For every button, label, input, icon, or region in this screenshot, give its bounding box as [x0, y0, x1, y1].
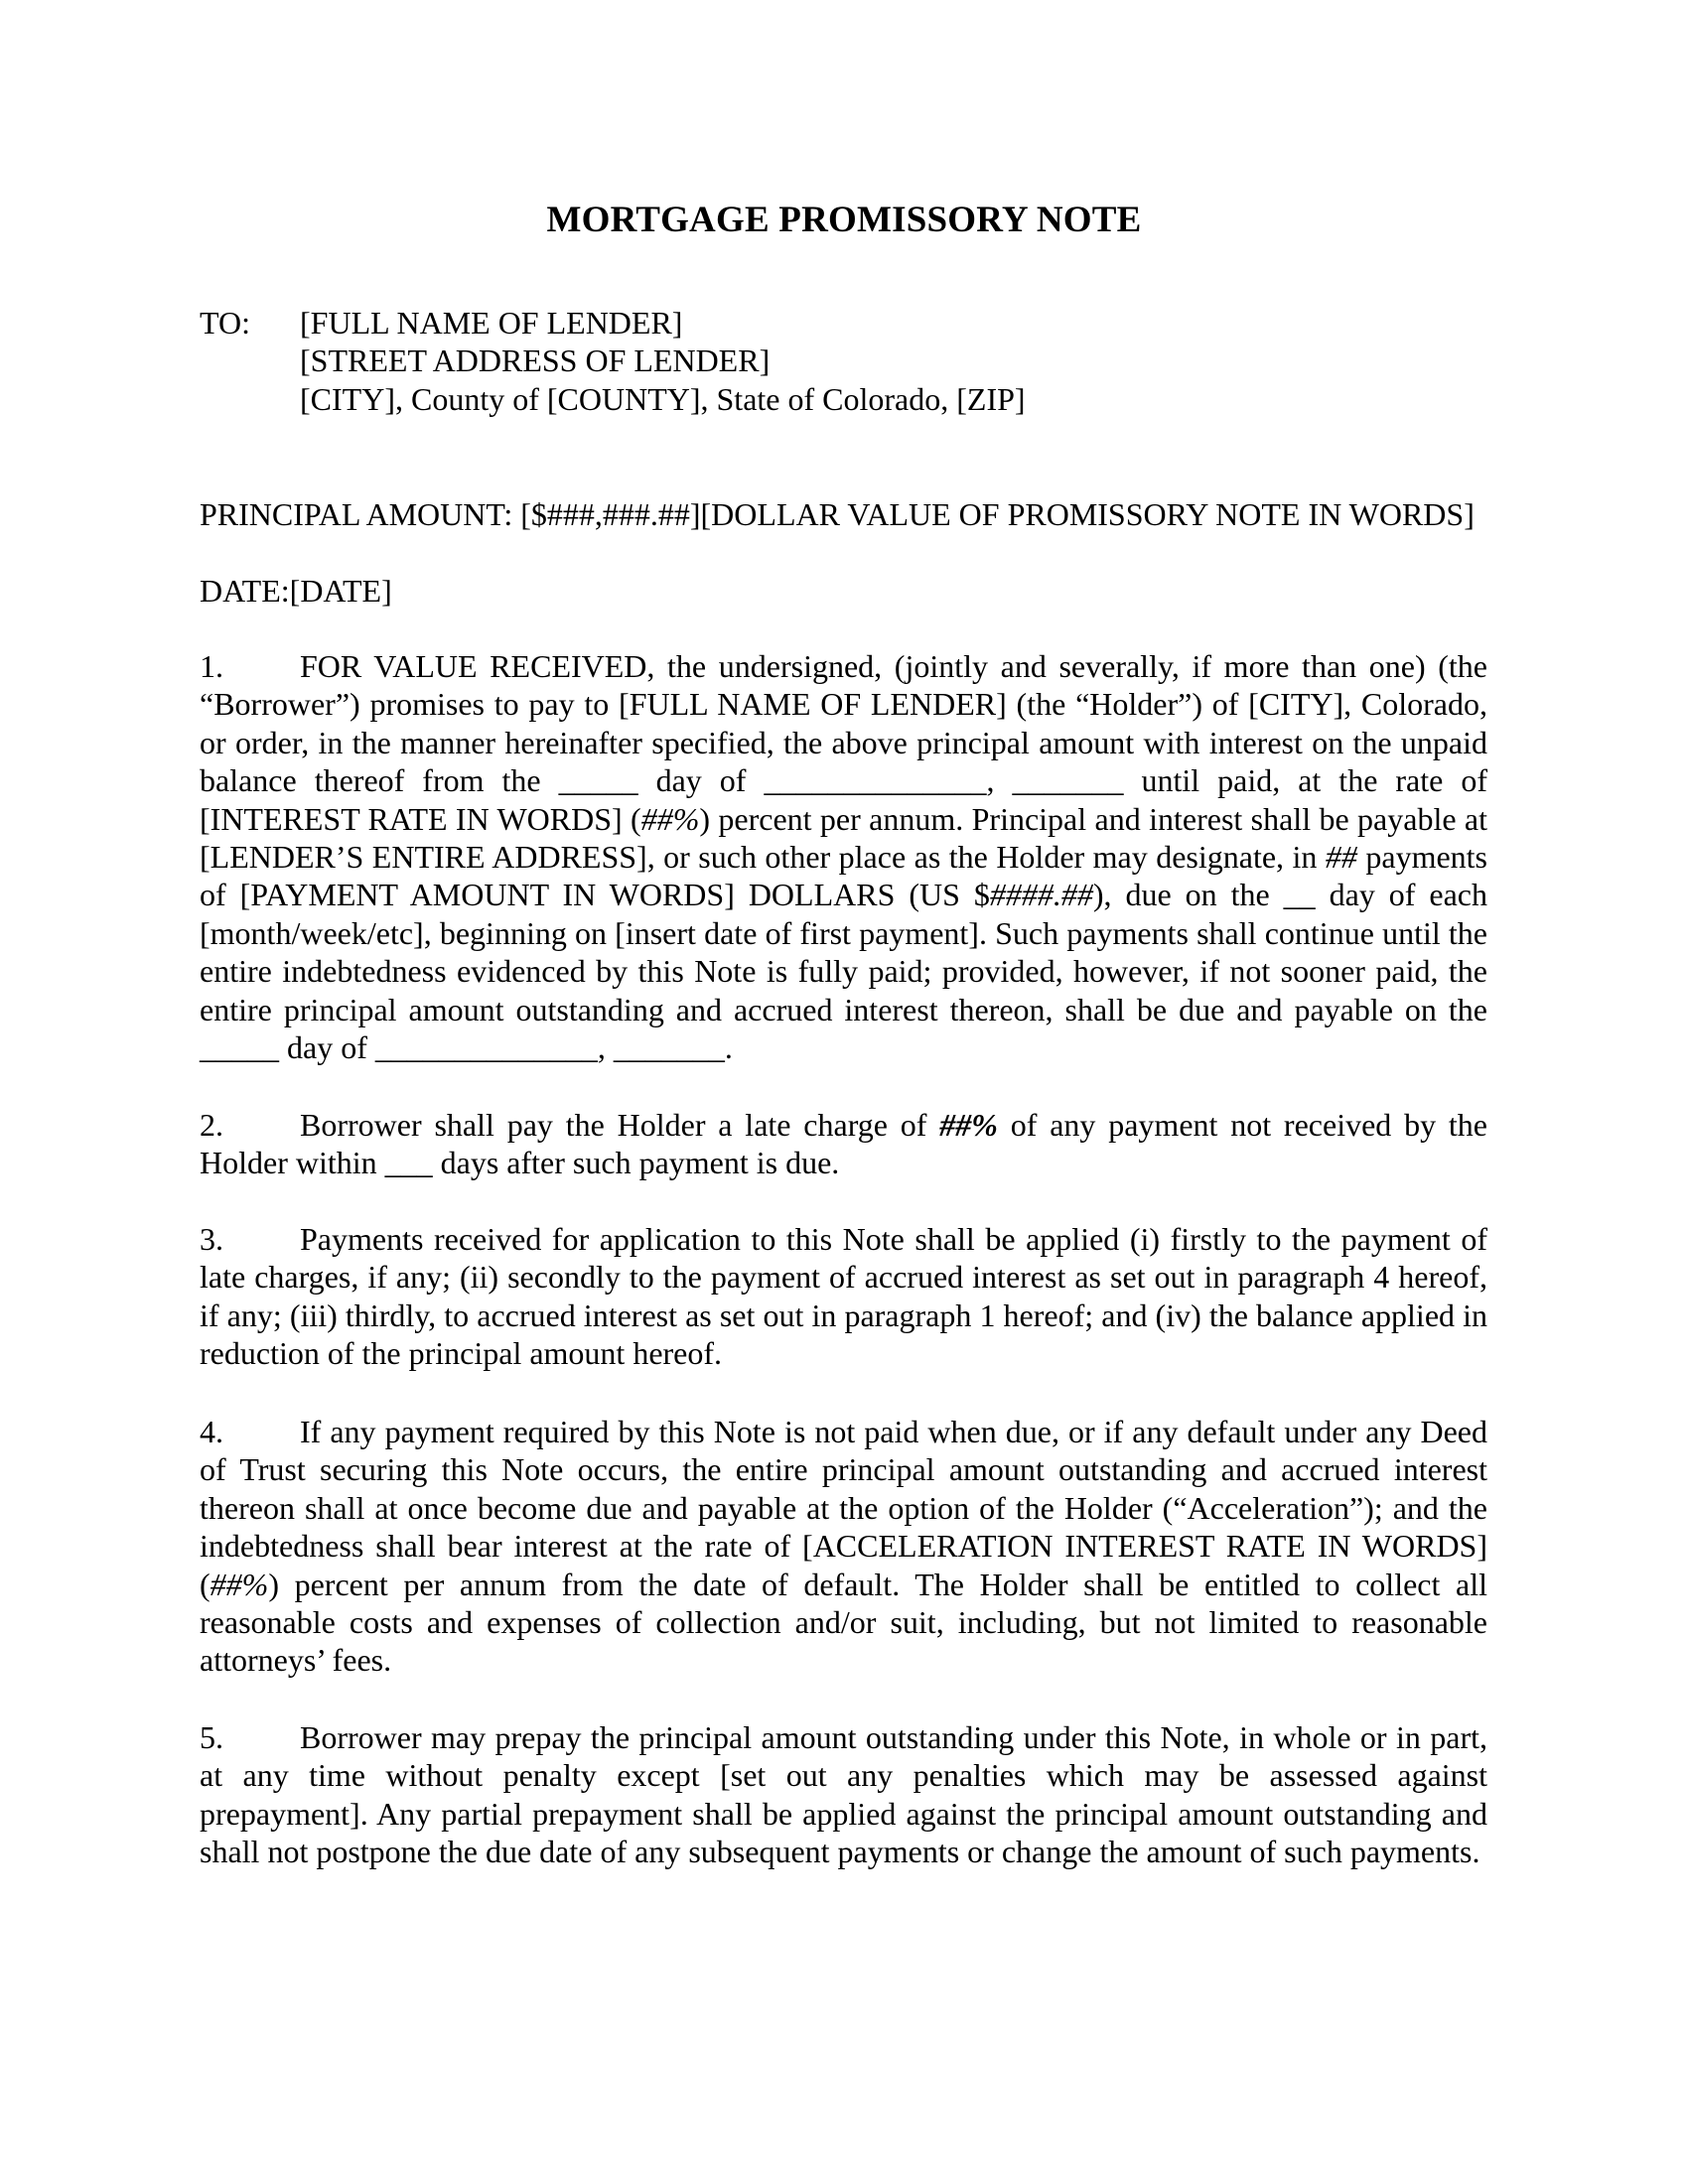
lender-city-line: [CITY], County of [COUNTY], State of Colorado, [ZIP]: [300, 380, 1026, 417]
principal-amount-value: [$###,###.##][DOLLAR VALUE OF PROMISSORY NOTE IN WORDS]: [520, 496, 1475, 532]
placeholder-field: ##%: [939, 1107, 998, 1143]
paragraph-3: [200, 1220, 1487, 1373]
paragraph-text: ) percent per annum. Principal and interest shall be payable at [LENDER’S ENTIRE ADDRESS], or such other place as the Holder may designate, in: [200, 800, 1488, 876]
paragraph-number: 3.: [200, 1221, 223, 1257]
lender-name-line: [FULL NAME OF LENDER]: [300, 305, 683, 341]
addressee-block: [200, 304, 1487, 423]
paragraph-text: Borrower may prepay the principal amount outstanding under this Note, in whole or in part, at any time without penalty except [set out any penalties which may be assessed against prepayment]. Any partial prepayment shall be applied against the principal amount outstanding and shall not postpone the due date of any subsequent payments or change the amount of such payments.: [200, 1719, 1487, 1870]
paragraph-text: Borrower shall pay the Holder a late charge of: [300, 1107, 940, 1143]
to-label: TO:: [200, 305, 250, 341]
document-title: MORTGAGE PROMISSORY NOTE: [546, 200, 1142, 240]
paragraph-text: ), due on the __ day of each [month/week/etc], beginning on [insert date of first payment]. Such payments shall continue until the entire indebtedness evidenced by this Note is fully paid; provided, however, if not sooner paid, the entire principal amount outstanding and accrued interest thereon, shall be due and payable on the _____ day of ______________, _______.: [200, 877, 1488, 1066]
paragraph-text: ) percent per annum from the date of default. The Holder shall be entitled to collect all reasonable costs and expenses of collection and/or suit, including, but not limited to reasonable attorneys’ fees.: [200, 1566, 1487, 1679]
paragraph-text: If any payment required by this Note is not paid when due, or if any default under any Deed of Trust securing this Note occurs, the entire principal amount outstanding and accrued interest thereon shall at once become due and payable at the option of the Holder (“Acceleration”); and the indebtedness shall bear interest at the rate of [ACCELERATION INTEREST RATE IN WORDS] (: [200, 1414, 1487, 1602]
paragraph-number: 4.: [200, 1414, 223, 1449]
paragraph-1: [200, 647, 1487, 1066]
paragraph-text: FOR VALUE RECEIVED, the undersigned, (jointly and severally, if more than one) (the “Borrower”) promises to pay to [FULL NAME OF LENDER] (the “Holder”) of [CITY], Colorado, or order, in the manner hereinafter specified, the above principal amount with interest on the unpaid balance thereof from the _____ day of ______________, _______ until paid, at the rate of [INTEREST RATE IN WORDS] (: [200, 648, 1487, 837]
paragraph-text: payments of [PAYMENT AMOUNT IN WORDS] DOLLARS (US $: [200, 839, 1488, 913]
date-label: DATE:: [200, 573, 290, 609]
principal-amount-line: [200, 495, 1487, 533]
paragraph-text: of any payment not received by the Holder within ___ days after such payment is due.: [200, 1107, 1487, 1181]
paragraph-number: 2.: [200, 1107, 223, 1143]
placeholder-field: ####.##: [989, 877, 1093, 913]
paragraph-4: [200, 1413, 1487, 1680]
paragraph-number: 1.: [200, 648, 223, 684]
placeholder-field: ##: [1325, 839, 1357, 876]
date-value: [DATE]: [289, 573, 392, 609]
paragraph-text: Payments received for application to this Note shall be applied (i) firstly to the payment of late charges, if any; (ii) secondly to the payment of accrued interest as set out in paragraph 4 hereof, if any; (iii) thirdly, to accrued interest as set out in paragraph 1 hereof; and (iv) the balance applied in reduction of the principal amount hereof.: [200, 1221, 1487, 1372]
paragraph-number: 5.: [200, 1719, 223, 1755]
date-line: [200, 572, 1487, 610]
lender-street-line: [STREET ADDRESS OF LENDER]: [300, 342, 771, 379]
paragraph-5: [200, 1718, 1487, 1871]
addressee-lines: [300, 304, 1026, 418]
placeholder-field: ##%: [640, 800, 700, 837]
paragraph-2: [200, 1106, 1487, 1182]
placeholder-field: ##%: [210, 1566, 269, 1602]
principal-amount-label: PRINCIPAL AMOUNT:: [200, 496, 513, 532]
